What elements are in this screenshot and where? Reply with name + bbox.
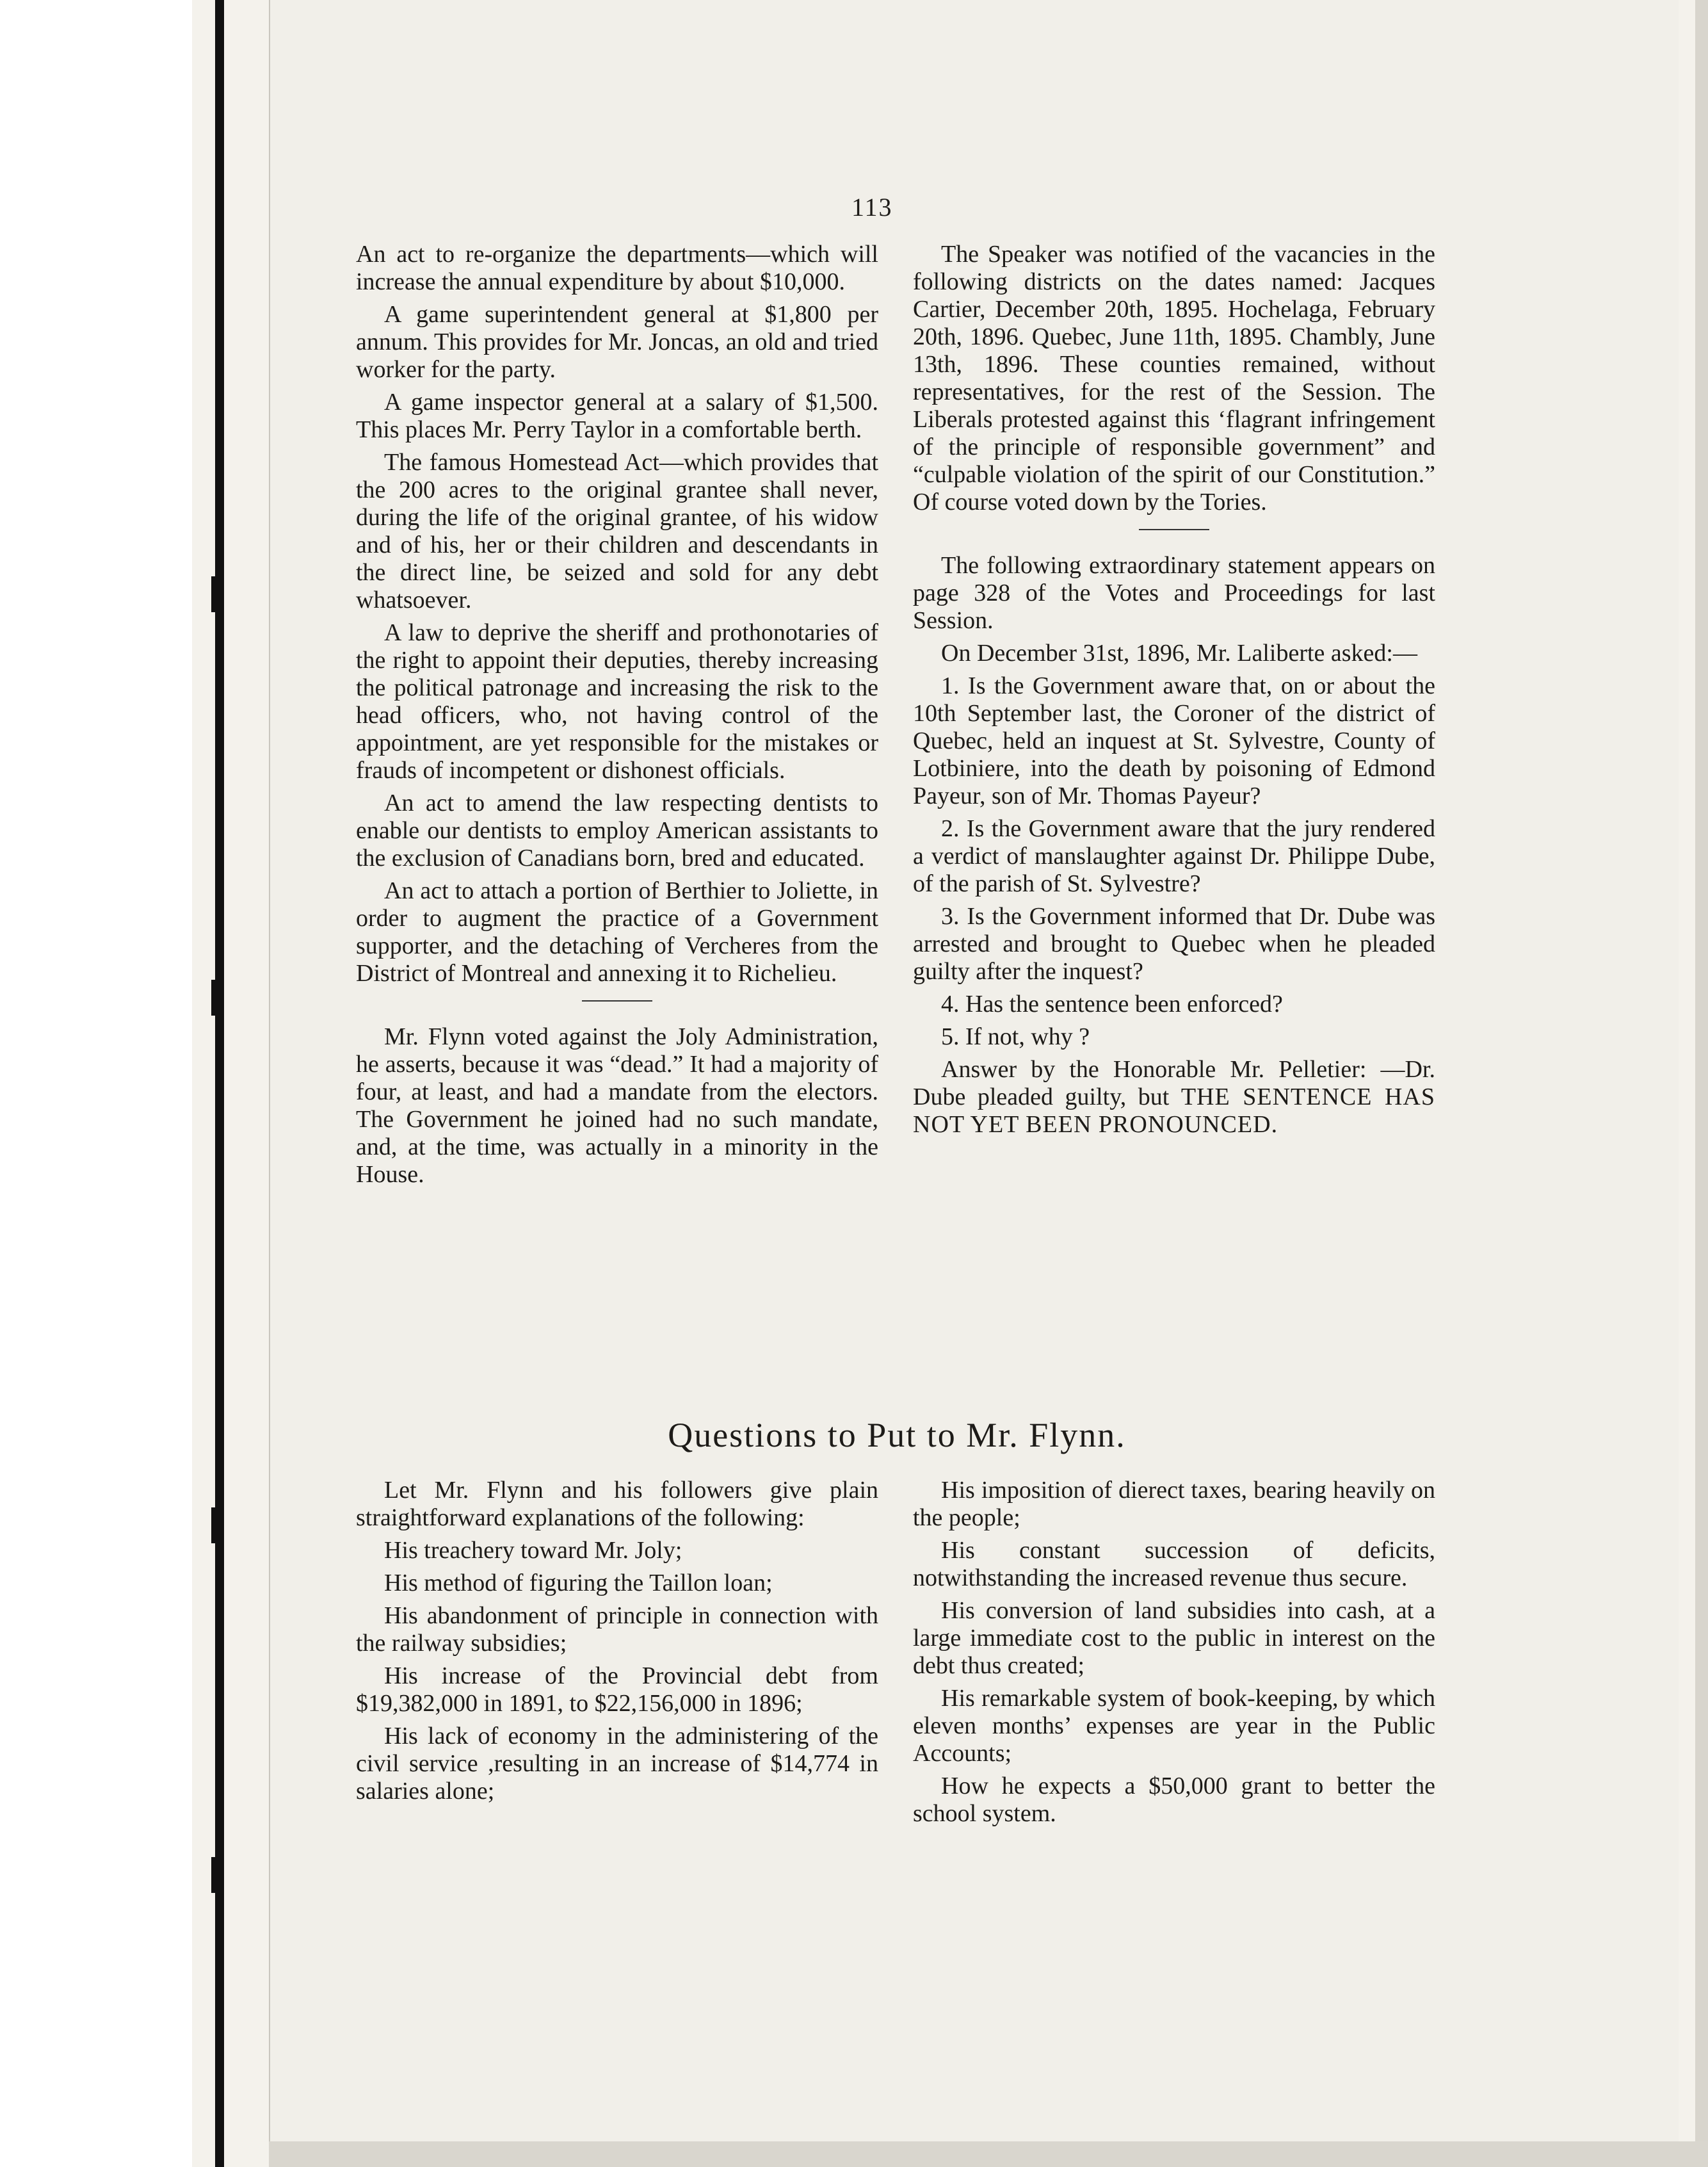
scan-notch [211,1857,224,1893]
page-gutter-shadow [215,0,224,2167]
right-column-bottom [913,1477,1435,1833]
paragraph: A game inspector general at a salary of $1,500. This places Mr. Perry Taylor in a comfortable berth. [356,389,878,443]
paragraph: An act to attach a portion of Berthier to Joliette, in order to augment the practice of a Government supporter, and the detaching of Vercheres from the District of Montreal and annexing it to Richelieu. [356,877,878,987]
answer-paragraph [913,1056,1435,1139]
answer-caps: THE SENTENCE HAS NOT YET BEEN PRONOUNCED. [913,1084,1435,1138]
list-item: His constant succession of deficits, notwithstanding the increased revenue thus secure. [913,1537,1435,1591]
paragraph: The famous Homestead Act—which provides that the 200 acres to the original grantee shall never, during the life of the original grantee, of his widow and of his, her or their children and descendants in the direct line, be seized and sold for any debt whatsoever. [356,449,878,613]
list-item: His abandonment of principle in connection with the railway subsidies; [356,1602,878,1657]
paragraph: On December 31st, 1896, Mr. Laliberte asked:— [941,640,1417,667]
question-item: 2. Is the Government aware that the jury rendered a verdict of manslaughter against Dr. Philippe Dube, of the parish of St. Sylvestre? [913,815,1435,897]
scan-notch [211,980,224,1016]
list-item: His method of figuring the Taillon loan; [384,1570,773,1596]
scan-notch [211,576,224,612]
left-column-bottom [356,1477,878,1810]
list-item: His treachery toward Mr. Joly; [384,1537,682,1564]
scan-notch [211,1507,224,1543]
list-item: His increase of the Provincial debt from $19,382,000 in 1891, to $22,156,000 in 1896; [356,1662,878,1717]
question-item: 5. If not, why ? [941,1023,1090,1050]
list-item: His remarkable system of book-keeping, by which eleven months’ expenses are year in the Public Accounts; [913,1685,1435,1767]
left-column-top [356,241,878,1194]
question-item: 3. Is the Government informed that Dr. Dube was arrested and brought to Quebec when he pleaded guilty after the inquest? [913,903,1435,985]
right-column-top [913,241,1435,1144]
paragraph: A game superintendent general at $1,800 per annum. This provides for Mr. Joncas, an old and tried worker for the party. [356,301,878,383]
paragraph: The following extraordinary statement appears on page 328 of the Votes and Proceedings for last Session. [913,552,1435,634]
scan-edge-right [1695,0,1708,2167]
scan-edge-bottom [269,2141,1708,2167]
paragraph-speaker: The Speaker was notified of the vacancies in the following districts on the dates named: Jacques Cartier, December 20th, 1895. Hochelaga, February 20th, 1896. Quebec, June 11th, 1895. Chambly, June 13th, 1896. These counties remained, without representatives, for the rest of the Session. The Liberals protested against this ‘flagrant infringement of the principle of responsible government” and “culpable violation of the spirit of our Constitution.” Of course voted down by the Tories. [913,241,1435,515]
list-item: His imposition of dierect taxes, bearing heavily on the people; [913,1477,1435,1531]
paragraph: A law to deprive the sheriff and prothonotaries of the right to appoint their deputies, thereby increasing the political patronage and increasing the risk to the head officers, who, not having control of the appointment, are yet responsible for the mistakes or frauds of incompetent or dishonest officials. [356,619,878,784]
question-item: 1. Is the Government aware that, on or about the 10th September last, the Coroner of the district of Quebec, held an inquest at St. Sylvestre, County of Lotbiniere, into the death by poisoning of Edmond Payeur, son of Mr. Thomas Payeur? [913,672,1435,809]
divider [1139,529,1209,530]
paragraph: An act to re-organize the departments—which will increase the annual expenditure by about $10,000. [356,241,878,295]
list-item: His lack of economy in the administering of the civil service ,resulting in an increase of $14,774 in salaries alone; [356,1723,878,1805]
page-number: 113 [851,193,893,222]
section-heading: Questions to Put to Mr. Flynn. [668,1416,1126,1454]
list-item: How he expects a $50,000 grant to better the school system. [913,1773,1435,1827]
answer-text: Answer by the Honorable Mr. Pelletier: —Dr. Dube pleaded guilty, but [913,1056,1435,1110]
paragraph-flynn: Mr. Flynn voted against the Joly Administration, he asserts, because it was “dead.” It had a majority of four, at least, and had a mandate from the electors. The Government he joined had no such mandate, and, at the time, was actually in a minority in the House. [356,1023,878,1188]
question-item: 4. Has the sentence been enforced? [941,991,1283,1018]
scan-margin [0,0,192,2167]
paragraph: An act to amend the law respecting dentists to enable our dentists to employ American assistants to the exclusion of Canadians born, bred and educated. [356,790,878,872]
paragraph: Let Mr. Flynn and his followers give plain straightforward explanations of the following: [356,1477,878,1531]
list-item: His conversion of land subsidies into cash, at a large immediate cost to the public in interest on the debt thus created; [913,1597,1435,1679]
divider [582,1000,652,1002]
